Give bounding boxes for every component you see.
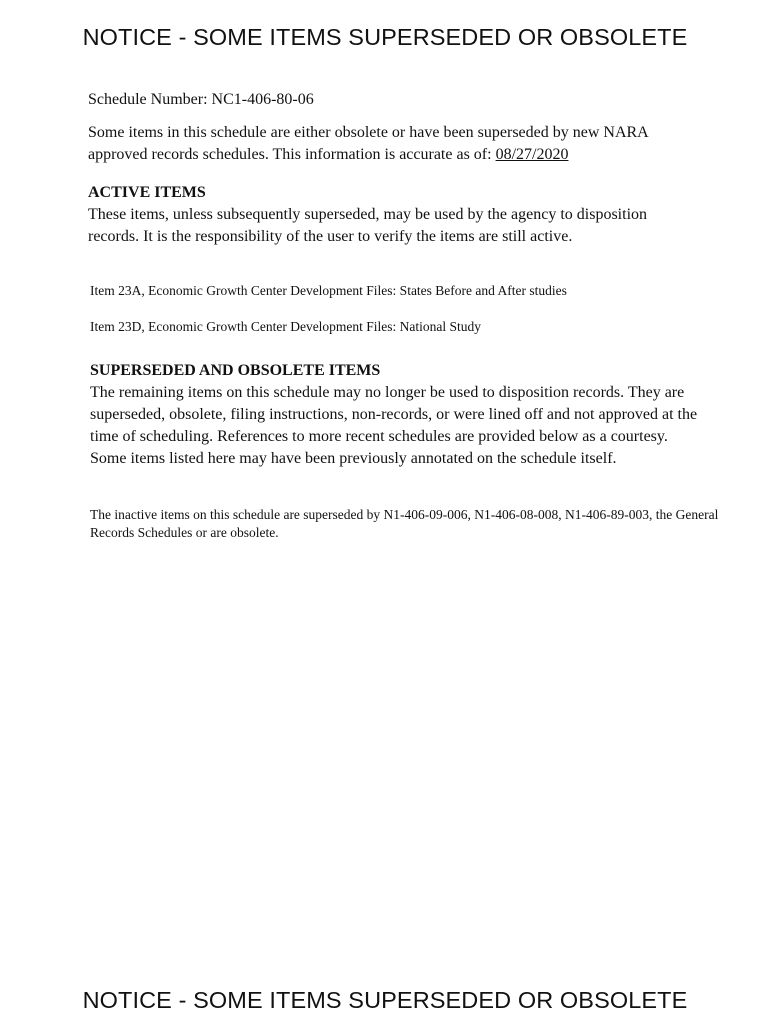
- schedule-number: Schedule Number: NC1-406-80-06: [88, 91, 314, 108]
- notice-header: NOTICE - SOME ITEMS SUPERSEDED OR OBSOLETE: [82, 24, 688, 50]
- active-items-heading: ACTIVE ITEMS: [88, 184, 206, 201]
- superseded-items-description: The remaining items on this schedule may no longer be used to disposition records. They are superseded, obsolete, filing instructions, non-records, or were lined off and not approved at the time of scheduling. References to more recent schedules are provided below as a courtesy. Some items listed here may have been previously annotated on the schedule itself.: [90, 384, 698, 467]
- superseded-items-heading: SUPERSEDED AND OBSOLETE ITEMS: [90, 362, 381, 379]
- active-item: Item 23A, Economic Growth Center Development Files: States Before and After studies: [90, 283, 567, 298]
- notice-footer: NOTICE - SOME ITEMS SUPERSEDED OR OBSOLETE: [82, 987, 688, 1013]
- accuracy-date: 08/27/2020: [495, 146, 569, 163]
- schedule-document: [88, 90, 728, 556]
- superseded-items-section: [88, 360, 700, 470]
- active-items-section: [88, 182, 678, 248]
- active-item: Item 23D, Economic Growth Center Development Files: National Study: [90, 319, 482, 334]
- superseded-reference-note: The inactive items on this schedule are superseded by N1-406-09-006, N1-406-08-008, N1-406-89-003, the General Records Schedules or are obsolete.: [90, 507, 719, 540]
- accuracy-statement: [88, 122, 688, 166]
- active-items-description: These items, unless subsequently superseded, may be used by the agency to disposition records. It is the responsibility of the user to verify the items are still active.: [88, 206, 648, 245]
- active-items-list: [88, 282, 728, 336]
- accuracy-text: Some items in this schedule are either obsolete or have been superseded by new NARA approved records schedules. This information is accurate as of:: [88, 124, 648, 163]
